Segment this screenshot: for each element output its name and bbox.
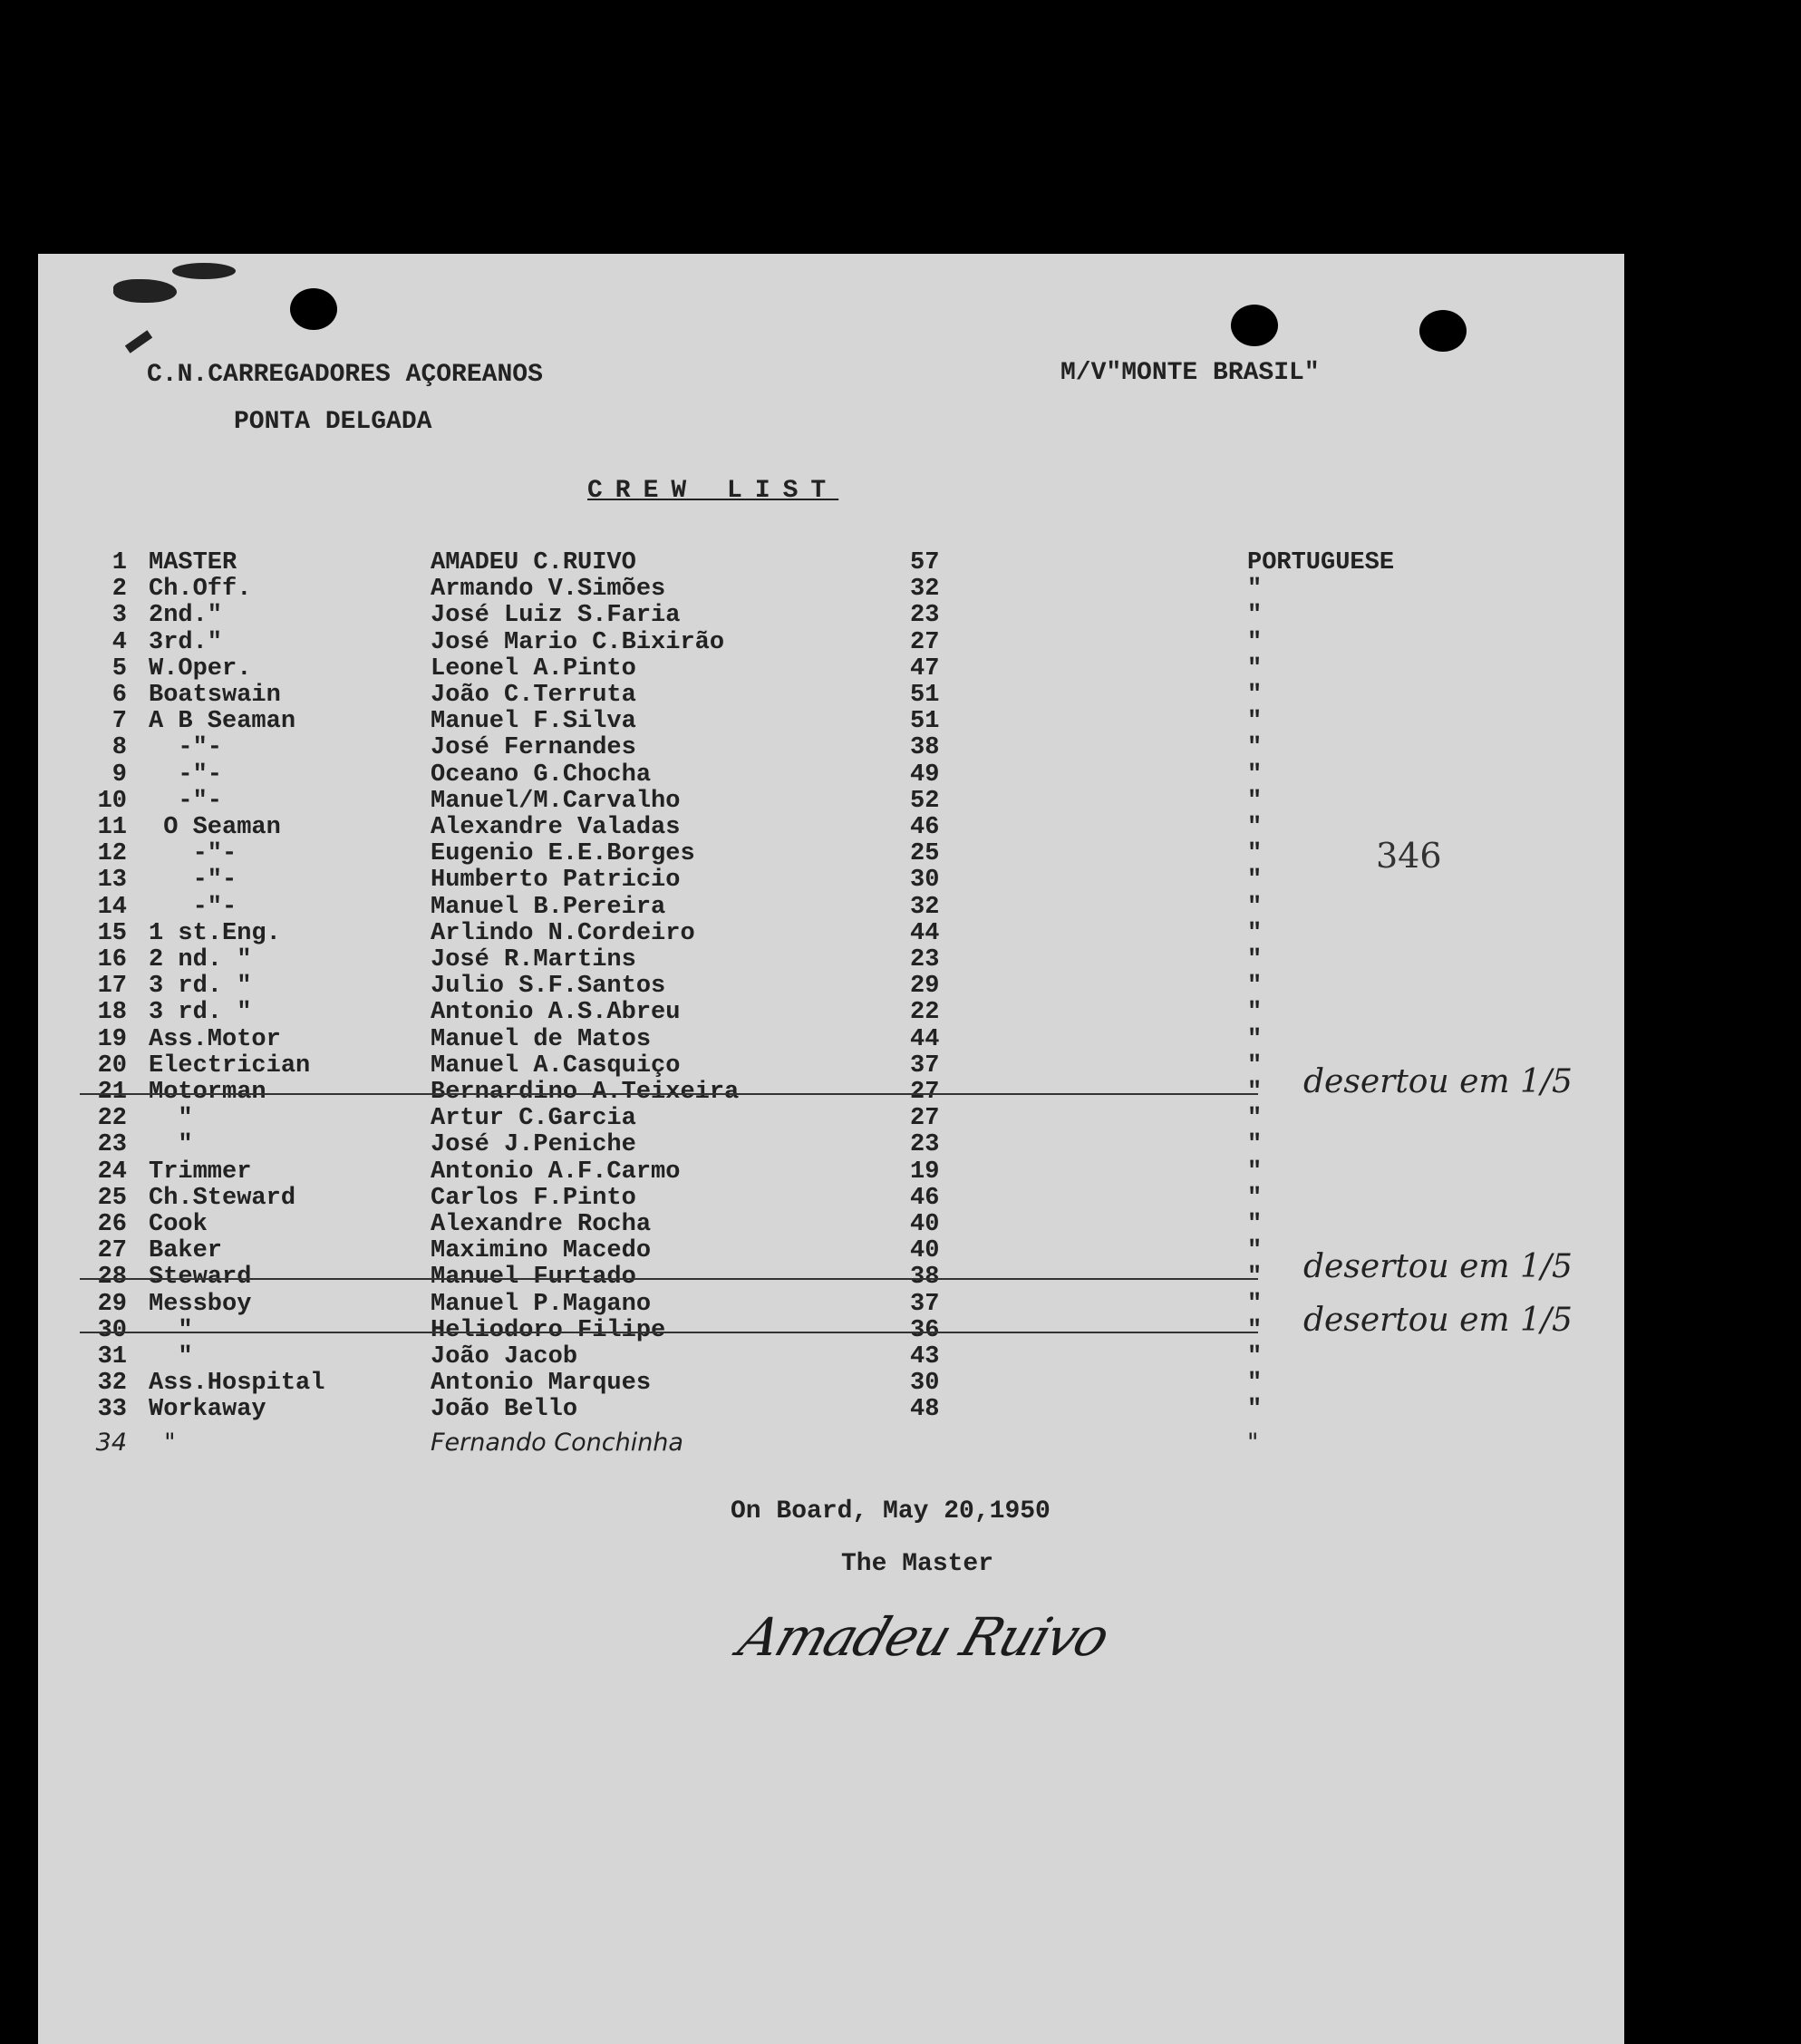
crew-name: Oceano G.Chocha — [431, 760, 652, 789]
crew-nationality: " — [1247, 628, 1263, 656]
crew-nationality: " — [1247, 1370, 1263, 1398]
on-board-date: On Board, May 20,1950 — [731, 1497, 1051, 1526]
crew-number: 2 — [111, 576, 127, 604]
crew-nationality: PORTUGUESE — [1247, 549, 1395, 576]
crew-rank: Ch.Steward — [149, 1184, 296, 1212]
crew-age: 23 — [910, 602, 940, 630]
crew-nationality: " — [1247, 1184, 1263, 1212]
crew-name: Manuel de Matos — [431, 1025, 652, 1053]
crew-row — [0, 947, 1801, 974]
crew-age: 32 — [910, 893, 940, 921]
crew-name: Manuel/M.Carvalho — [431, 787, 681, 815]
crew-age: 27 — [910, 628, 940, 656]
crew-rank: -"- — [149, 760, 223, 789]
crew-number: 16 — [97, 946, 127, 974]
crew-row — [0, 815, 1801, 841]
crew-nationality: " — [1247, 1051, 1263, 1080]
master-title: The Master — [841, 1550, 994, 1578]
crew-age: 43 — [910, 1343, 940, 1371]
crew-number: 4 — [111, 628, 127, 656]
crew-name: Arlindo N.Cordeiro — [431, 919, 695, 947]
crew-rank: 3 rd. " — [149, 999, 252, 1027]
crew-row — [0, 921, 1801, 947]
crew-rank: 3 rd. " — [149, 973, 252, 1001]
crew-nationality: " — [1247, 1025, 1263, 1053]
crew-nationality: " — [1247, 602, 1263, 630]
crew-row — [0, 974, 1801, 1000]
crew-rank: -"- — [149, 734, 223, 762]
crew-nationality: " — [1247, 840, 1263, 868]
crew-rank: " — [149, 1131, 193, 1159]
crew-number: 3 — [111, 602, 127, 630]
crew-age: 37 — [910, 1051, 940, 1080]
crew-number: 32 — [97, 1370, 127, 1398]
desertion-note: desertou em 1/5 — [1303, 1063, 1573, 1100]
crew-name: Antonio A.S.Abreu — [431, 999, 681, 1027]
crew-name: José J.Peniche — [431, 1131, 636, 1159]
crew-rank: -"- — [149, 893, 237, 921]
crew-age: 37 — [910, 1290, 940, 1318]
crew-rank: 1 st.Eng. — [149, 919, 281, 947]
crew-row — [0, 1397, 1801, 1423]
crew-age: 46 — [910, 1184, 940, 1212]
crew-rank: Ch.Off. — [149, 576, 252, 604]
crew-age: 27 — [910, 1079, 940, 1106]
stamp-number: 346 — [1376, 836, 1442, 876]
crew-age: 57 — [910, 549, 940, 576]
crew-rank: MASTER — [149, 549, 237, 576]
crew-name: Eugenio E.E.Borges — [431, 840, 695, 868]
crew-row — [0, 576, 1801, 603]
crew-rank: Ass.Hospital — [149, 1370, 325, 1398]
crew-row — [0, 867, 1801, 894]
crew-number: 15 — [97, 919, 127, 947]
crew-name: Armando V.Simões — [431, 576, 666, 604]
crew-number: 13 — [97, 867, 127, 895]
crew-age: 22 — [910, 999, 940, 1027]
crew-number: 20 — [97, 1051, 127, 1080]
crew-number: 34 — [95, 1428, 127, 1457]
crew-row — [0, 1344, 1801, 1371]
crew-row — [0, 1132, 1801, 1158]
crew-number: 23 — [97, 1131, 127, 1159]
crew-name: Antonio Marques — [431, 1370, 652, 1398]
crew-rank: O Seaman — [149, 814, 281, 841]
crew-name: Artur C.Garcia — [431, 1105, 636, 1133]
crew-nationality: " — [1247, 654, 1263, 683]
crew-name: Bernardino A.Teixeira — [431, 1079, 740, 1106]
crew-row — [0, 1159, 1801, 1186]
crew-number: 22 — [97, 1105, 127, 1133]
crew-rank: Electrician — [149, 1051, 311, 1080]
crew-row — [0, 1371, 1801, 1397]
crew-number: 10 — [97, 787, 127, 815]
crew-rank: " — [149, 1105, 193, 1133]
page-title: CREW LIST — [587, 477, 839, 505]
crew-name: Manuel F.Silva — [431, 708, 636, 736]
crew-name: Manuel P.Magano — [431, 1290, 652, 1318]
crew-number: 9 — [111, 760, 127, 789]
crew-name: Fernando Conchinha — [431, 1428, 683, 1457]
crew-row — [0, 1212, 1801, 1238]
crew-row — [0, 789, 1801, 815]
crew-number: 8 — [111, 734, 127, 762]
crew-name: Julio S.F.Santos — [431, 973, 666, 1001]
crew-rank: 2nd." — [149, 602, 223, 630]
crew-name: Manuel Furtado — [431, 1264, 636, 1292]
crew-nationality: " — [1247, 1105, 1263, 1133]
crew-rank: -"- — [149, 787, 223, 815]
crew-age: 51 — [910, 708, 940, 736]
crew-nationality: " — [1247, 1428, 1259, 1457]
crew-row — [0, 630, 1801, 656]
crew-number: 25 — [97, 1184, 127, 1212]
crew-number: 19 — [97, 1025, 127, 1053]
crew-number: 11 — [97, 814, 127, 841]
crew-age: 52 — [910, 787, 940, 815]
crew-name: Manuel A.Casquiço — [431, 1051, 681, 1080]
crew-age: 30 — [910, 1370, 940, 1398]
crew-row — [0, 841, 1801, 867]
crew-name: José Fernandes — [431, 734, 636, 762]
crew-number: 1 — [111, 549, 127, 576]
desertion-note: desertou em 1/5 — [1303, 1301, 1573, 1339]
crew-row — [0, 735, 1801, 761]
crew-nationality: " — [1247, 814, 1263, 841]
crew-age: 49 — [910, 760, 940, 789]
crew-number: 28 — [97, 1264, 127, 1292]
vessel-name: M/V"MONTE BRASIL" — [1060, 359, 1320, 387]
crew-nationality: " — [1247, 1158, 1263, 1186]
crew-number: 26 — [97, 1211, 127, 1238]
crew-rank: -"- — [149, 867, 237, 895]
crew-age: 38 — [910, 1264, 940, 1292]
crew-number: 14 — [97, 893, 127, 921]
crew-row — [0, 683, 1801, 709]
crew-nationality: " — [1247, 760, 1263, 789]
crew-rank: " — [149, 1428, 176, 1457]
crew-age: 44 — [910, 1025, 940, 1053]
strike-through-line — [80, 1278, 1258, 1280]
crew-rank: A B Seaman — [149, 708, 296, 736]
crew-name: Carlos F.Pinto — [431, 1184, 636, 1212]
crew-age: 30 — [910, 867, 940, 895]
crew-name: Humberto Patricio — [431, 867, 681, 895]
strike-through-line — [80, 1332, 1258, 1333]
crew-age: 40 — [910, 1211, 940, 1238]
crew-age: 44 — [910, 919, 940, 947]
crew-age: 32 — [910, 576, 940, 604]
crew-number: 21 — [97, 1079, 127, 1106]
city-name: PONTA DELGADA — [234, 408, 432, 436]
crew-nationality: " — [1247, 1237, 1263, 1265]
crew-nationality: " — [1247, 1290, 1263, 1318]
crew-rank: Messboy — [149, 1290, 252, 1318]
crew-age: 47 — [910, 654, 940, 683]
crew-nationality: " — [1247, 734, 1263, 762]
crew-row — [0, 550, 1801, 576]
crew-rank: Boatswain — [149, 682, 281, 709]
crew-nationality: " — [1247, 1396, 1263, 1424]
crew-name: José R.Martins — [431, 946, 636, 974]
crew-row — [0, 1429, 1801, 1456]
crew-number: 5 — [111, 654, 127, 683]
crew-name: José Luiz S.Faria — [431, 602, 681, 630]
crew-nationality: " — [1247, 1316, 1263, 1344]
crew-name: João C.Terruta — [431, 682, 636, 709]
crew-number: 24 — [97, 1158, 127, 1186]
crew-number: 17 — [97, 973, 127, 1001]
crew-row — [0, 1027, 1801, 1053]
crew-number: 12 — [97, 840, 127, 868]
crew-age: 36 — [910, 1316, 940, 1344]
crew-rank: Steward — [149, 1264, 252, 1292]
crew-number: 33 — [97, 1396, 127, 1424]
crew-rank: " — [149, 1316, 193, 1344]
crew-number: 30 — [97, 1316, 127, 1344]
crew-nationality: " — [1247, 787, 1263, 815]
crew-number: 7 — [111, 708, 127, 736]
crew-nationality: " — [1247, 1264, 1263, 1292]
crew-name: Alexandre Rocha — [431, 1211, 652, 1238]
crew-age: 51 — [910, 682, 940, 709]
crew-name: AMADEU C.RUIVO — [431, 549, 636, 576]
crew-age: 38 — [910, 734, 940, 762]
crew-number: 6 — [111, 682, 127, 709]
crew-age: 48 — [910, 1396, 940, 1424]
crew-age: 23 — [910, 946, 940, 974]
company-name: C.N.CARREGADORES AÇOREANOS — [147, 361, 543, 389]
crew-rank: Baker — [149, 1237, 223, 1265]
crew-number: 31 — [97, 1343, 127, 1371]
crew-row — [0, 895, 1801, 921]
crew-row — [0, 1000, 1801, 1026]
strike-through-line — [80, 1093, 1258, 1095]
crew-name: José Mario C.Bixirão — [431, 628, 725, 656]
crew-name: Alexandre Valadas — [431, 814, 681, 841]
crew-nationality: " — [1247, 893, 1263, 921]
crew-rank: Ass.Motor — [149, 1025, 281, 1053]
crew-nationality: " — [1247, 576, 1263, 604]
crew-age: 46 — [910, 814, 940, 841]
crew-nationality: " — [1247, 973, 1263, 1001]
crew-age: 40 — [910, 1237, 940, 1265]
crew-nationality: " — [1247, 682, 1263, 709]
crew-nationality: " — [1247, 1079, 1263, 1106]
crew-rank: Workaway — [149, 1396, 266, 1424]
crew-row — [0, 1106, 1801, 1132]
crew-number: 18 — [97, 999, 127, 1027]
crew-row — [0, 603, 1801, 629]
crew-age: 23 — [910, 1131, 940, 1159]
crew-nationality: " — [1247, 867, 1263, 895]
crew-name: João Jacob — [431, 1343, 578, 1371]
crew-rank: Trimmer — [149, 1158, 252, 1186]
crew-nationality: " — [1247, 1211, 1263, 1238]
crew-row — [0, 762, 1801, 789]
crew-nationality: " — [1247, 999, 1263, 1027]
crew-nationality: " — [1247, 708, 1263, 736]
crew-nationality: " — [1247, 946, 1263, 974]
crew-rank: " — [149, 1343, 193, 1371]
crew-name: Antonio A.F.Carmo — [431, 1158, 681, 1186]
crew-name: Manuel B.Pereira — [431, 893, 666, 921]
crew-row — [0, 656, 1801, 683]
crew-age: 27 — [910, 1105, 940, 1133]
crew-name: Maximino Macedo — [431, 1237, 652, 1265]
crew-rank: -"- — [149, 840, 237, 868]
crew-name: Heliodoro Filipe — [431, 1316, 666, 1344]
desertion-note: desertou em 1/5 — [1303, 1248, 1573, 1286]
master-signature: Amadeu Ruivo — [731, 1606, 1117, 1668]
crew-rank: 2 nd. " — [149, 946, 252, 974]
crew-rank: W.Oper. — [149, 654, 252, 683]
crew-number: 29 — [97, 1290, 127, 1318]
crew-age: 25 — [910, 840, 940, 868]
crew-age: 29 — [910, 973, 940, 1001]
crew-rank: Motorman — [149, 1079, 266, 1106]
crew-nationality: " — [1247, 1131, 1263, 1159]
crew-rank: Cook — [149, 1211, 208, 1238]
crew-nationality: " — [1247, 919, 1263, 947]
crew-number: 27 — [97, 1237, 127, 1265]
crew-name: João Bello — [431, 1396, 578, 1424]
crew-row — [0, 709, 1801, 735]
crew-name: Leonel A.Pinto — [431, 654, 636, 683]
crew-age: 19 — [910, 1158, 940, 1186]
crew-nationality: " — [1247, 1343, 1263, 1371]
crew-row — [0, 1186, 1801, 1212]
crew-rank: 3rd." — [149, 628, 223, 656]
